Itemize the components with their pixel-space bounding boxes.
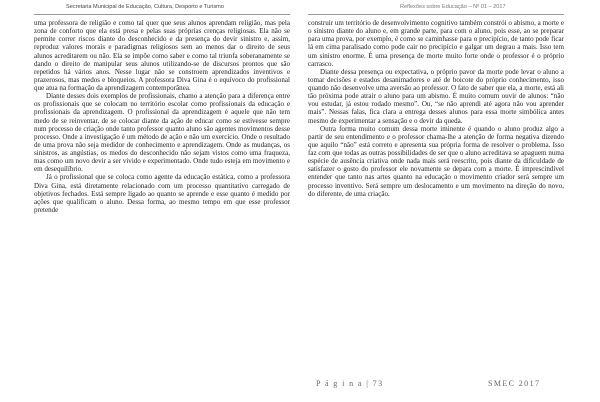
- paragraph: Outra forma muito comum dessa morte iminente é quando o aluno produz algo a partir de seu entendimento e o professor chama-lhe a atenção de forma negativa dizendo que aquilo “não” está correto e apresenta sua própria forma de resolver o problema. Isso faz com que todas as outras possibilidades de ser que o aluno acreditava se apaguem numa espécie de ausência criativa onde nada mais será reescrito, pois diante da dificuldade de satisfazer o gosto do professor ele novamente se depara com a morte. É imprescindível entender que tanto nas artes quanto na educação o movimento criador será sempre um processo inventivo. Será sempre um deslocamento e um movimento na direção do novo, do diferente, de uma criação.: [308, 124, 564, 198]
- paragraph: uma professora de religião e como tal quer que seus alunos aprendam religião, mas pela zona de conforto que ela está presa e pelas suas próprias crenças religiosas. Ela não se permite correr riscos diante do desconhecido e da presença do devir sinistro e, assim, reproduz valores morais e paradigmas religiosos sem ao menos dar o direito de seus alunos acreditarem ou não. Ela se impõe como saber e como tal triunfa soberanamente se dando o direito de manipular seus alunos utilizando-se de discursos prontos que são repetidos há vários anos. Nesse lugar não se constroem aprendizados inventivos e prazerosos, mas medos e bloqueios. A professora Diva Gina é o equívoco do profissional que atua na formação da aprendizagem contemporânea.: [34, 19, 290, 92]
- header-rule-right: [308, 14, 564, 15]
- paragraph: Já o profissional que se coloca como agente da educação estática, como a professora Diva Gina, está diretamente relacionado com um processo quantitativo carregado de objetivos fechados. Está sempre ligado ao quanto se aprende e esse quanto é medido por ações que qualificam o aluno. Dessa forma, ao mesmo tempo em que esse professor pretende: [34, 173, 290, 214]
- header-rule-left: [34, 14, 290, 15]
- journal-name: SMEC 2017: [488, 379, 541, 388]
- paragraph: Diante desses dois exemplos de profissionais, chamo a atenção para a diferença entre os profissionais que se colocam no território escolar como profissionais da educação e profissionais da aprendizagem. O profissional da aprendizagem é aquele que não tem medo de se reinventar, de se colocar diante da ação de educar como se estivesse sempre num processo de criação onde tanto professor quanto aluno são agentes movimentos desse processo. Onde a investigação é um método de ação e não um exercício. Onde o resultado de uma prova não seja medidor de conhecimento e aprendizagem. Onde as mudanças, os sinistros, as angústias, os medos do desconhecido não sejam vistos como uma fraqueza, mas como um novo devir a ser vivido e experimentado. Onde tudo esteja em movimento e em desequilíbrio.: [34, 92, 290, 174]
- page-header: [0, 0, 600, 14]
- header-left: Secretaria Municipal de Educação, Cultura, Desporto e Turismo: [66, 4, 224, 10]
- paragraph: construir um território de desenvolvimento cognitivo também constrói o abismo, a morte e o sinistro diante do aluno e, em grande parte, para com o aluno, pois esse, ao se preparar para uma prova, por exemplo, é como se caminhasse para o precipício, de tanto pode ficar lá em cima paralisado como pode cair no precipício e galgar um degrau a mais. Isso tem um sinistro enorme. É uma presença de morte muito forte onde o professor é o próprio carrasco.: [308, 19, 564, 68]
- paragraph: Diante dessa presença ou expectativa, o próprio pavor da morte pode levar o aluno a tomar decisões e estados desanimadores e até de boicote do próprio conhecimento, isso quando não desenvolve uma aversão ao professor. O fato de saber que ela, a morte, está ali tão próxima pode atrair o aluno para um abismo. É muito comum ouvir de alunos: “não vou estudar, já estou rodado mesmo”. Ou, “se não aprendi até agora não vou aprender mais”. Nessas falas, fica clara a entrega desses alunos para essa morte simbólica antes mesmo de experimentar a sensação e o devir da queda.: [308, 67, 564, 125]
- left-column: [34, 19, 290, 214]
- header-right: Reflexões sobre Educação – Nº 01 – 2017: [400, 4, 506, 10]
- right-column: [308, 19, 564, 198]
- page-number: P á g i n a | 73: [316, 379, 384, 388]
